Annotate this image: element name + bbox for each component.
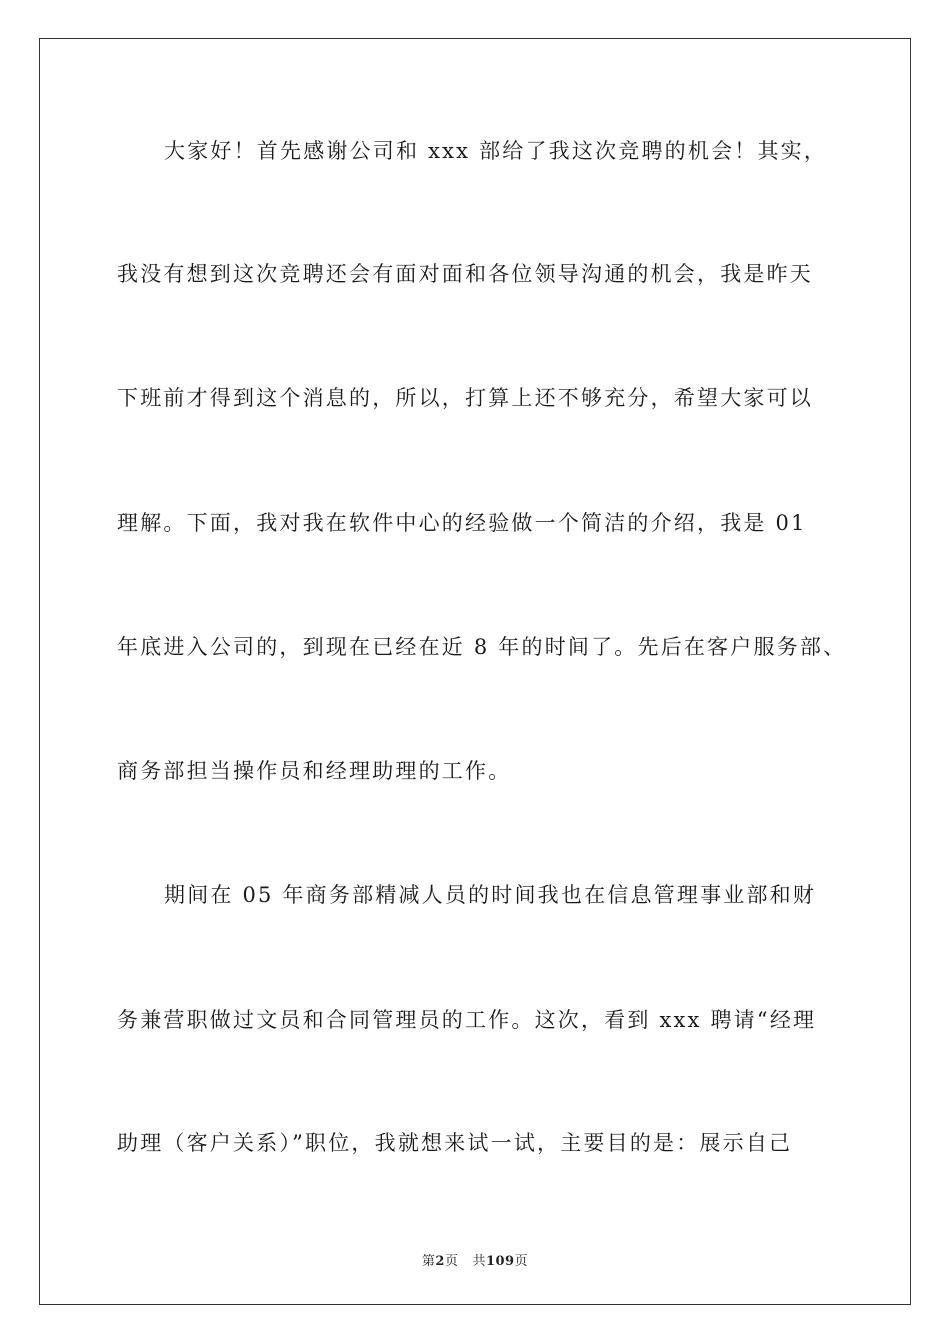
paragraph-line-2: 我没有想到这次竞聘还会有面对面和各位领导沟通的机会，我是昨天 bbox=[117, 262, 813, 286]
paragraph-line-9: 助理（客户关系）”职位，我就想来试一试，主要目的是：展示自己 bbox=[117, 1131, 793, 1155]
footer-total-prefix: 共 bbox=[472, 1254, 486, 1269]
page-footer bbox=[0, 1250, 950, 1269]
paragraph-line-6: 商务部担当操作员和经理助理的工作。 bbox=[117, 759, 512, 783]
footer-page-number: 2 bbox=[435, 1254, 445, 1269]
paragraph-line-1: 大家好！首先感谢公司和 xxx 部给了我这次竞聘的机会！其实， bbox=[164, 139, 828, 163]
paragraph-line-3: 下班前才得到这个消息的，所以，打算上还不够充分，希望大家可以 bbox=[117, 386, 813, 410]
footer-page-suffix: 页 bbox=[444, 1254, 459, 1269]
paragraph-line-7: 期间在 05 年商务部精减人员的时间我也在信息管理事业部和财 bbox=[164, 883, 817, 907]
footer-page-prefix: 第 bbox=[421, 1254, 436, 1269]
paragraph-line-5: 年底进入公司的，到现在已经在近 8 年的时间了。先后在客户服务部、 bbox=[117, 635, 847, 659]
footer-total-pages: 109 bbox=[485, 1254, 515, 1269]
footer-total-suffix: 页 bbox=[514, 1254, 529, 1269]
paragraph-line-4: 理解。下面，我对我在软件中心的经验做一个简洁的介绍，我是 01 bbox=[117, 511, 807, 535]
paragraph-line-8: 务兼营职做过文员和合同管理员的工作。这次，看到 xxx 聘请“经理 bbox=[117, 1008, 817, 1032]
page-border bbox=[39, 38, 911, 1305]
